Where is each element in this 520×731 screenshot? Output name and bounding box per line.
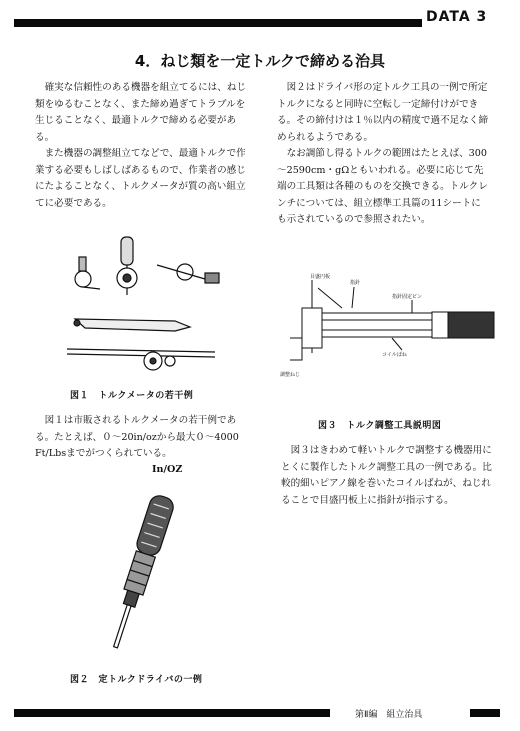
label-screw: 調整ねじ (280, 372, 301, 378)
label-pin: 指針固定ピン (392, 294, 423, 300)
footer-bar-end (470, 709, 500, 717)
unit-label: In/OZ (152, 464, 183, 475)
figure-3-adjusting-tool (262, 268, 502, 383)
intro-column-right (277, 80, 489, 229)
paragraph: 図２はドライバ形の定トルク工具の一例で所定トルクになると同時に空転し一定締付けができる。その締付けは１％以内の精度で過不足なく締められるようである。 (277, 82, 489, 143)
figure-1-caption: 図１ トルクメータの若干例 (70, 391, 194, 401)
footer-section-label: 第Ⅱ編 組立治具 (355, 710, 423, 720)
intro-column-left (35, 80, 247, 212)
paragraph: 図３はきわめて軽いトルクで調整する機器用にとくに製作したトルク調整工具の一例である。比較的細いピアノ線を巻いたコイルばねが、ねじれることで目盛円板上に指針が指示する。 (281, 445, 492, 506)
header-bar (14, 19, 422, 27)
data-label: DATA 3 (426, 9, 488, 25)
label-pointer: 指針 (350, 280, 361, 286)
torque-wrench-beam-illustration (74, 319, 190, 331)
torque-screwdriver-illustration (104, 493, 176, 651)
torque-wrench-dial-illustration (67, 349, 215, 370)
paragraph: 確実な信頼性のある機器を組立てるには、ねじ類をゆるむことなく、また締め過ぎてトラブルを生じることなく、最適トルクで締める必要がある。 (35, 82, 247, 143)
label-coil: コイルばね (382, 352, 407, 358)
torque-meter-upright-illustration (75, 237, 137, 295)
paragraph: また機器の調整組立てなどで、最適トルクで作業する必要もしばしばあるもので、作業者の感じにたよることなく、トルクメータが質の高い組立てに必要である。 (35, 148, 246, 209)
paragraph: なお調節し得るトルクの範囲はたとえば、300～2590cm・gΩともいわれる。必要に応じて先端の工具類は各種のものを交換できる。トルクレンチについては、組立標準工具篇の11シートにも示されているので参照されたい。 (277, 148, 488, 225)
label-dial: 目盛円板 (310, 274, 331, 280)
figure-2-caption: 図２ 定トルクドライバの一例 (70, 675, 203, 685)
adjusting-tool-illustration (290, 280, 494, 360)
figure-1-description (35, 413, 251, 463)
page-title: 4．ねじ類を一定トルクで締める治具 (134, 52, 386, 70)
figure-1-torque-meters (55, 235, 240, 375)
figure-3-caption: 図３ トルク調整工具説明図 (318, 421, 442, 431)
figure-2-torque-screwdriver (60, 485, 210, 660)
paragraph: 図１は市販されるトルクメータの若干例である。たとえば、０～20in/ozから最大０～4000 Ft/Lbsまでがつくられている。 (35, 415, 239, 459)
figure-3-description (281, 443, 495, 509)
footer-bar (14, 709, 330, 717)
torque-meter-small-wrench-illustration (157, 264, 219, 283)
